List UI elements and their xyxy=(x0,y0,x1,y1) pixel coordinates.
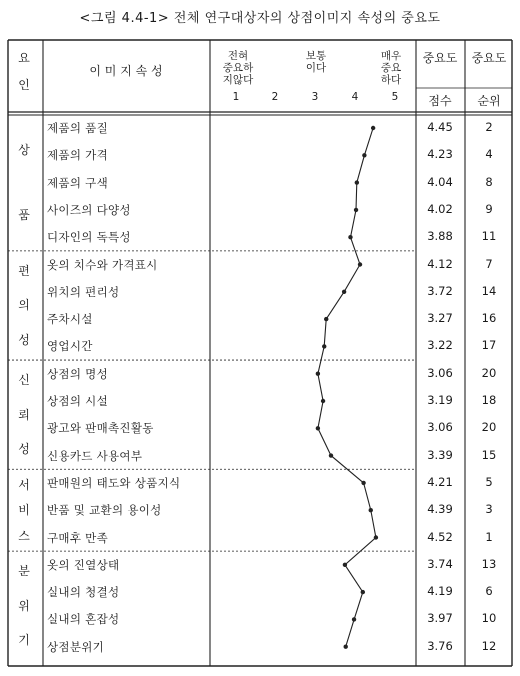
rank-value: 16 xyxy=(481,311,497,326)
data-point xyxy=(329,453,333,457)
attribute-label: 상점분위기 xyxy=(47,639,105,654)
score-value: 4.39 xyxy=(427,502,453,517)
rank-value: 20 xyxy=(481,420,497,435)
factor-label: 스 xyxy=(18,528,30,543)
data-point xyxy=(354,208,358,212)
rank-value: 17 xyxy=(481,338,497,353)
score-value: 3.74 xyxy=(427,556,453,571)
data-point xyxy=(316,426,320,430)
factor-label: 서 xyxy=(18,477,30,492)
score-header: 점수 xyxy=(428,94,452,108)
rank-value: 13 xyxy=(481,556,497,571)
data-point xyxy=(355,180,359,184)
scale-low-3: 지않다 xyxy=(222,74,254,86)
data-point xyxy=(348,235,352,239)
attribute-header: 이 미 지 속 성 xyxy=(89,64,163,78)
attribute-label: 옷의 치수와 가격표시 xyxy=(47,257,158,272)
factor-label: 의 xyxy=(18,298,30,313)
attribute-label: 광고와 판매촉진활동 xyxy=(47,421,154,436)
rank-value: 3 xyxy=(485,502,493,517)
factor-header-top: 요 xyxy=(18,51,30,65)
attribute-label: 주차시설 xyxy=(47,312,93,327)
data-point xyxy=(374,535,378,539)
rank-value: 7 xyxy=(485,256,493,271)
rank-value: 1 xyxy=(485,529,493,544)
attribute-label: 제품의 품질 xyxy=(47,121,108,135)
factor-label: 상 xyxy=(18,142,30,157)
score-value: 3.39 xyxy=(427,447,453,462)
importance-header-score: 중요도 xyxy=(422,51,458,65)
attribute-label: 반품 및 교환의 용이성 xyxy=(47,503,162,518)
data-point xyxy=(361,590,365,594)
factor-label: 위 xyxy=(18,598,30,613)
score-value: 4.19 xyxy=(427,584,453,599)
score-value: 4.02 xyxy=(427,201,453,216)
rank-value: 10 xyxy=(481,611,497,626)
rank-value: 20 xyxy=(481,365,497,380)
attribute-label: 상점의 명성 xyxy=(47,366,108,381)
score-value: 3.27 xyxy=(427,311,453,326)
score-value: 4.21 xyxy=(427,474,453,489)
rank-value: 14 xyxy=(481,283,497,298)
importance-series-line xyxy=(318,128,376,647)
attribute-label: 영업시간 xyxy=(47,339,93,354)
score-value: 4.23 xyxy=(427,147,453,162)
data-point xyxy=(343,563,347,567)
attribute-label: 제품의 구색 xyxy=(47,175,108,190)
rank-value: 8 xyxy=(485,174,493,189)
rank-header: 순위 xyxy=(477,94,501,108)
attribute-label: 옷의 진열상태 xyxy=(47,557,120,572)
attribute-label: 실내의 청결성 xyxy=(47,585,120,600)
score-value: 3.19 xyxy=(427,393,453,407)
attribute-label: 신용카드 사용여부 xyxy=(47,448,143,463)
data-point xyxy=(344,645,348,649)
rank-value: 18 xyxy=(481,393,497,407)
data-point xyxy=(369,508,373,512)
data-point xyxy=(324,317,328,321)
attribute-label: 판매원의 태도와 상품지식 xyxy=(47,475,181,490)
factor-label: 기 xyxy=(18,633,30,648)
factor-label: 품 xyxy=(18,208,30,223)
attribute-label: 사이즈의 다양성 xyxy=(47,202,131,217)
attribute-label: 상점의 시설 xyxy=(47,394,108,408)
rank-value: 15 xyxy=(481,447,497,462)
attribute-label: 위치의 편리성 xyxy=(47,284,120,299)
data-point xyxy=(316,372,320,376)
data-point xyxy=(321,399,325,403)
factor-label: 뢰 xyxy=(18,407,30,422)
score-value: 3.22 xyxy=(427,338,453,353)
score-value: 3.97 xyxy=(427,611,453,626)
scale-tick-2: 2 xyxy=(271,91,279,103)
scale-high-2: 중요 xyxy=(380,62,402,74)
rank-value: 2 xyxy=(485,120,493,134)
factor-label: 분 xyxy=(18,564,30,579)
rank-value: 6 xyxy=(485,584,493,599)
rank-value: 5 xyxy=(485,474,493,489)
attribute-label: 디자인의 독특성 xyxy=(47,230,131,245)
score-value: 4.04 xyxy=(427,174,453,189)
score-value: 3.76 xyxy=(427,638,453,653)
data-point xyxy=(342,290,346,294)
scale-tick-3: 3 xyxy=(311,91,319,103)
data-point xyxy=(322,344,326,348)
score-value: 4.45 xyxy=(427,120,453,134)
scale-mid-1: 보통 xyxy=(305,50,327,62)
scale-low-2: 중요하 xyxy=(222,62,254,74)
rank-value: 11 xyxy=(481,229,497,244)
factor-header-bottom: 인 xyxy=(18,78,30,92)
scale-high-1: 매우 xyxy=(380,50,402,62)
factor-label: 비 xyxy=(18,503,30,518)
scale-low-1: 전혀 xyxy=(227,50,249,62)
rank-value: 9 xyxy=(485,201,493,216)
attribute-label: 제품의 가격 xyxy=(47,148,108,163)
score-value: 3.06 xyxy=(427,365,453,380)
scale-tick-1: 1 xyxy=(232,91,240,103)
score-value: 3.88 xyxy=(427,229,453,244)
rank-value: 4 xyxy=(485,147,493,162)
data-point xyxy=(361,481,365,485)
attribute-label: 실내의 혼잡성 xyxy=(47,612,120,627)
score-value: 3.06 xyxy=(427,420,453,435)
figure-title: <그림 4.4-1> 전체 연구대상자의 상점이미지 속성의 중요도 xyxy=(79,11,441,26)
factor-label: 성 xyxy=(18,333,30,348)
importance-header-rank: 중요도 xyxy=(471,51,507,65)
score-value: 3.72 xyxy=(427,283,453,298)
data-point xyxy=(371,126,375,130)
data-point xyxy=(362,153,366,157)
score-value: 4.52 xyxy=(427,529,453,544)
scale-tick-5: 5 xyxy=(391,91,399,103)
attribute-label: 구매후 만족 xyxy=(47,530,108,545)
scale-high-3: 하다 xyxy=(380,74,402,86)
factor-label: 성 xyxy=(18,442,30,457)
rank-value: 12 xyxy=(481,638,497,653)
scale-tick-4: 4 xyxy=(351,91,359,103)
scale-mid-2: 이다 xyxy=(305,62,327,74)
factor-label: 신 xyxy=(18,373,30,388)
data-point xyxy=(358,262,362,266)
data-point xyxy=(352,617,356,621)
score-value: 4.12 xyxy=(427,256,453,271)
factor-label: 편 xyxy=(18,263,30,278)
